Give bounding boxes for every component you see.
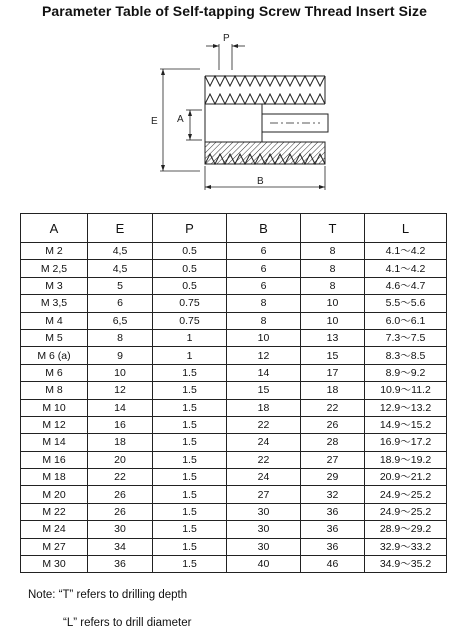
table-cell: 13 bbox=[301, 329, 365, 346]
table-cell: 5 bbox=[88, 277, 153, 294]
header-a: A bbox=[21, 214, 88, 243]
table-cell: 8 bbox=[88, 329, 153, 346]
table-cell: 22 bbox=[227, 416, 301, 433]
table-cell: 1.5 bbox=[153, 469, 227, 486]
table-cell: 20 bbox=[88, 451, 153, 468]
table-cell: 1.5 bbox=[153, 434, 227, 451]
length-label: B bbox=[257, 176, 264, 187]
table-cell: 22 bbox=[227, 451, 301, 468]
table-cell: M 2 bbox=[21, 243, 88, 260]
table-cell: 4.1～4.2 bbox=[365, 243, 447, 260]
table-cell: 36 bbox=[301, 521, 365, 538]
table-row bbox=[21, 486, 447, 503]
table-cell: 18 bbox=[227, 399, 301, 416]
table-cell: 18 bbox=[301, 382, 365, 399]
table-cell: 32.9～33.2 bbox=[365, 538, 447, 555]
table-cell: 30 bbox=[227, 503, 301, 520]
table-cell: 30 bbox=[227, 521, 301, 538]
bottom-thread-band bbox=[205, 142, 325, 164]
table-cell: 18.9～19.2 bbox=[365, 451, 447, 468]
table-cell: 36 bbox=[301, 503, 365, 520]
table-cell: 18 bbox=[88, 434, 153, 451]
table-cell: 10 bbox=[301, 295, 365, 312]
header-b: B bbox=[227, 214, 301, 243]
table-cell: 0.75 bbox=[153, 312, 227, 329]
table-header-row bbox=[21, 214, 447, 243]
insert-cross-section-diagram bbox=[0, 24, 469, 204]
table-cell: 28.9～29.2 bbox=[365, 521, 447, 538]
table-cell: 8 bbox=[301, 260, 365, 277]
length-dimension bbox=[205, 166, 325, 190]
table-row bbox=[21, 399, 447, 416]
table-row bbox=[21, 538, 447, 555]
table-cell: 28 bbox=[301, 434, 365, 451]
table-cell: 40 bbox=[227, 556, 301, 573]
table-cell: 1 bbox=[153, 329, 227, 346]
inner-diameter-dimension bbox=[177, 110, 202, 140]
table-cell: 8 bbox=[301, 243, 365, 260]
table-cell: 5.5～5.6 bbox=[365, 295, 447, 312]
table-cell: 9 bbox=[88, 347, 153, 364]
header-l: L bbox=[365, 214, 447, 243]
table-cell: 6 bbox=[88, 295, 153, 312]
pitch-label: P bbox=[223, 33, 230, 44]
table-cell: 30 bbox=[227, 538, 301, 555]
table-row bbox=[21, 260, 447, 277]
table-cell: M 14 bbox=[21, 434, 88, 451]
table-cell: 27 bbox=[301, 451, 365, 468]
table-cell: 7.3～7.5 bbox=[365, 329, 447, 346]
header-e: E bbox=[88, 214, 153, 243]
table-cell: 10 bbox=[301, 312, 365, 329]
table-cell: 8 bbox=[227, 312, 301, 329]
table-cell: M 6 bbox=[21, 364, 88, 381]
table-cell: 1.5 bbox=[153, 556, 227, 573]
inner-diameter-label: A bbox=[177, 114, 184, 125]
table-cell: 6,5 bbox=[88, 312, 153, 329]
table-cell: 32 bbox=[301, 486, 365, 503]
table-cell: 8 bbox=[227, 295, 301, 312]
table-cell: 0.5 bbox=[153, 260, 227, 277]
table-cell: 36 bbox=[88, 556, 153, 573]
note-drilling-depth: Note: “T” refers to drilling depth bbox=[28, 589, 188, 601]
table-cell: M 10 bbox=[21, 399, 88, 416]
table-cell: 30 bbox=[88, 521, 153, 538]
page-title: Parameter Table of Self-tapping Screw Thread Insert Size bbox=[41, 3, 427, 19]
table-row bbox=[21, 347, 447, 364]
table-cell: M 16 bbox=[21, 451, 88, 468]
table-cell: 0.5 bbox=[153, 243, 227, 260]
table-cell: M 3 bbox=[21, 277, 88, 294]
table-row bbox=[21, 434, 447, 451]
table-row bbox=[21, 451, 447, 468]
table-row bbox=[21, 469, 447, 486]
table-cell: M 5 bbox=[21, 329, 88, 346]
table-cell: 10.9～11.2 bbox=[365, 382, 447, 399]
header-t: T bbox=[301, 214, 365, 243]
table-cell: 10 bbox=[88, 364, 153, 381]
table-cell: 26 bbox=[301, 416, 365, 433]
table-cell: 36 bbox=[301, 538, 365, 555]
table-cell: 26 bbox=[88, 486, 153, 503]
table-cell: 16.9～17.2 bbox=[365, 434, 447, 451]
insert-body bbox=[205, 104, 328, 142]
outer-diameter-label: E bbox=[151, 116, 158, 127]
table-cell: 6 bbox=[227, 277, 301, 294]
table-cell: M 12 bbox=[21, 416, 88, 433]
table-row bbox=[21, 382, 447, 399]
table-cell: M 2,5 bbox=[21, 260, 88, 277]
table-row bbox=[21, 364, 447, 381]
table-cell: 6 bbox=[227, 260, 301, 277]
table-cell: 12 bbox=[227, 347, 301, 364]
table-cell: M 30 bbox=[21, 556, 88, 573]
table-cell: 14 bbox=[88, 399, 153, 416]
note-drill-diameter: “L” refers to drill diameter bbox=[63, 617, 192, 629]
table-row bbox=[21, 416, 447, 433]
table-cell: M 8 bbox=[21, 382, 88, 399]
table-row bbox=[21, 329, 447, 346]
table-cell: M 6 (a) bbox=[21, 347, 88, 364]
table-cell: 1 bbox=[153, 347, 227, 364]
table-cell: 1.5 bbox=[153, 416, 227, 433]
table-cell: 1.5 bbox=[153, 538, 227, 555]
table-row bbox=[21, 556, 447, 573]
table-cell: 22 bbox=[301, 399, 365, 416]
table-cell: 4,5 bbox=[88, 260, 153, 277]
table-cell: 24.9～25.2 bbox=[365, 503, 447, 520]
table-cell: 1.5 bbox=[153, 521, 227, 538]
table-cell: 17 bbox=[301, 364, 365, 381]
table-row bbox=[21, 312, 447, 329]
table-cell: 1.5 bbox=[153, 399, 227, 416]
table-cell: 10 bbox=[227, 329, 301, 346]
table-cell: 24 bbox=[227, 469, 301, 486]
table-cell: 12.9～13.2 bbox=[365, 399, 447, 416]
table-row bbox=[21, 243, 447, 260]
table-cell: 1.5 bbox=[153, 503, 227, 520]
table-cell: 27 bbox=[227, 486, 301, 503]
table-cell: 1.5 bbox=[153, 451, 227, 468]
table-cell: 14.9～15.2 bbox=[365, 416, 447, 433]
table-cell: 6.0～6.1 bbox=[365, 312, 447, 329]
table-cell: M 22 bbox=[21, 503, 88, 520]
table-cell: 46 bbox=[301, 556, 365, 573]
table-row bbox=[21, 521, 447, 538]
table-cell: 1.5 bbox=[153, 486, 227, 503]
table-cell: 24.9～25.2 bbox=[365, 486, 447, 503]
table-cell: 1.5 bbox=[153, 382, 227, 399]
table-cell: 34.9～35.2 bbox=[365, 556, 447, 573]
table-cell: 6 bbox=[227, 243, 301, 260]
table-cell: 22 bbox=[88, 469, 153, 486]
table-cell: 15 bbox=[227, 382, 301, 399]
table-cell: 0.5 bbox=[153, 277, 227, 294]
table-row bbox=[21, 295, 447, 312]
table-cell: 8.9～9.2 bbox=[365, 364, 447, 381]
header-p: P bbox=[153, 214, 227, 243]
outer-diameter-dimension bbox=[151, 69, 200, 171]
table-cell: 14 bbox=[227, 364, 301, 381]
table-cell: M 24 bbox=[21, 521, 88, 538]
table-cell: 8.3～8.5 bbox=[365, 347, 447, 364]
table-cell: M 3,5 bbox=[21, 295, 88, 312]
table-cell: 0.75 bbox=[153, 295, 227, 312]
table-cell: M 27 bbox=[21, 538, 88, 555]
table-cell: 4.1～4.2 bbox=[365, 260, 447, 277]
table-row bbox=[21, 503, 447, 520]
table-cell: 12 bbox=[88, 382, 153, 399]
table-cell: 26 bbox=[88, 503, 153, 520]
table-cell: 4.6～4.7 bbox=[365, 277, 447, 294]
table-cell: 16 bbox=[88, 416, 153, 433]
parameter-table bbox=[20, 213, 447, 573]
table-cell: M 20 bbox=[21, 486, 88, 503]
table-cell: 29 bbox=[301, 469, 365, 486]
table-cell: 15 bbox=[301, 347, 365, 364]
table-cell: 8 bbox=[301, 277, 365, 294]
table-row bbox=[21, 277, 447, 294]
table-cell: M 18 bbox=[21, 469, 88, 486]
table-cell: 34 bbox=[88, 538, 153, 555]
table-cell: 4,5 bbox=[88, 243, 153, 260]
table-cell: M 4 bbox=[21, 312, 88, 329]
top-thread-band bbox=[205, 76, 325, 104]
table-cell: 24 bbox=[227, 434, 301, 451]
pitch-dimension bbox=[206, 33, 245, 70]
table-cell: 1.5 bbox=[153, 364, 227, 381]
table-cell: 20.9～21.2 bbox=[365, 469, 447, 486]
